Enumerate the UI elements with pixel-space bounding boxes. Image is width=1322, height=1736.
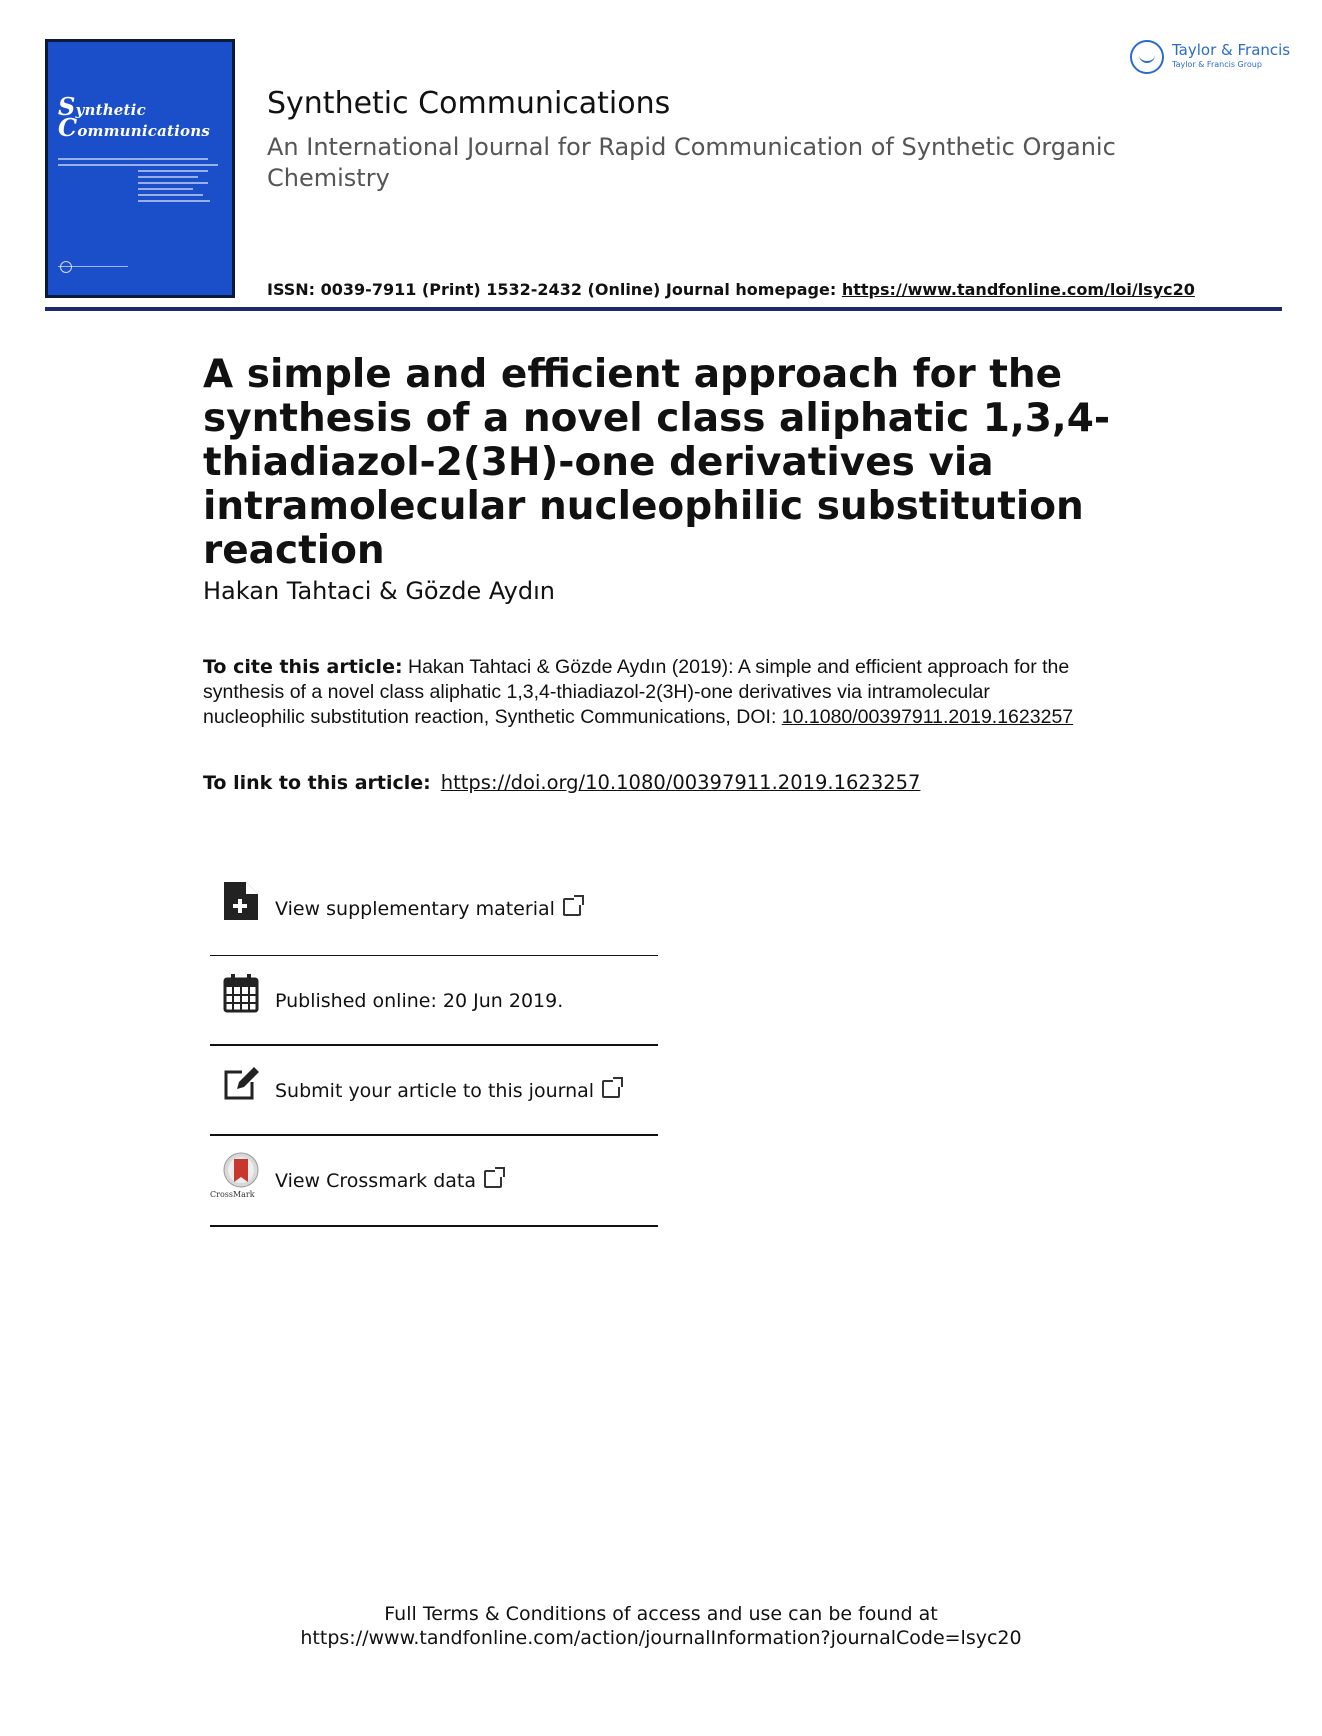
article-title: A simple and efficient approach for the synthesis of a novel class aliphatic 1,3,4-thiadiazol-2(3H)-one derivatives via intramolecular nucleophilic substitution reaction [203,352,1111,573]
published-online-date: Published online: 20 Jun 2019. [275,990,564,1012]
publisher-name: Taylor & Francis [1172,41,1291,59]
supplementary-material-label: View supplementary material [275,898,555,920]
terms-footer-url[interactable]: https://www.tandfonline.com/action/journalInformation?journalCode=lsyc20 [300,1627,1022,1649]
article-doi-link[interactable]: https://doi.org/10.1080/00397911.2019.1623257 [440,771,921,794]
calendar-icon [222,972,260,1014]
cover-publisher-mark [58,266,128,277]
cover-title-line-2: ommunications [77,122,211,140]
cover-title-initial-2: C [58,113,78,142]
external-link-icon [602,1080,620,1098]
lamp-icon [1130,40,1164,74]
citation-doi-link[interactable]: 10.1080/00397911.2019.1623257 [781,706,1074,728]
file-plus-icon [222,880,260,922]
terms-footer [0,1602,1322,1650]
header-divider [45,307,1282,311]
article-link-block [203,771,920,794]
journal-title: Synthetic Communications [267,86,671,121]
supplementary-material-link[interactable] [275,898,581,920]
edit-icon [222,1062,260,1104]
submit-article-row[interactable] [210,1062,658,1122]
terms-footer-line-1: Full Terms & Conditions of access and use can be found at [384,1603,938,1625]
issn-text: ISSN: 0039-7911 (Print) 1532-2432 (Online) Journal homepage: [267,280,842,299]
crossmark-link[interactable] [275,1170,502,1192]
cover-title-line-1: ynthetic [75,101,146,119]
cover-decoration [58,154,226,206]
external-link-icon [563,898,581,916]
row-divider [210,1044,658,1046]
submit-article-label: Submit your article to this journal [275,1080,595,1102]
citation-text: Hakan Tahtaci & Gözde Aydın (2019): A simple and efficient approach for the synthesis of a novel class aliphatic 1,3,4-thiadiazol-2(3H)-one derivatives via intramolecular nucleophilic substitution reaction, Synthetic Communications, DOI: [203,656,1070,728]
submit-article-link[interactable] [275,1080,620,1102]
row-divider [210,955,658,956]
external-link-icon [484,1170,502,1188]
citation-block [203,655,1083,730]
cover-title [58,92,211,142]
row-divider [210,1225,658,1227]
article-authors: Hakan Tahtaci & Gözde Aydın [203,577,555,605]
article-link-label: To link to this article: [203,772,431,794]
published-online-row [210,972,658,1032]
journal-cover [45,39,235,298]
row-divider [210,1134,658,1136]
crossmark-caption: CrossMark [210,1190,255,1199]
journal-homepage-link[interactable]: https://www.tandfonline.com/loi/lsyc20 [841,280,1195,299]
publisher-logo [1130,38,1290,78]
crossmark-icon [222,1152,260,1194]
cover-title-initial-1: S [58,92,76,121]
issn-line [267,280,1195,299]
publisher-group: Taylor & Francis Group [1172,60,1262,69]
crossmark-row[interactable] [210,1152,658,1212]
journal-subtitle: An International Journal for Rapid Communication of Synthetic Organic Chemistry [267,133,1116,192]
crossmark-label: View Crossmark data [275,1170,477,1192]
citation-label: To cite this article: [203,656,403,678]
supplementary-material-row[interactable] [210,880,658,940]
